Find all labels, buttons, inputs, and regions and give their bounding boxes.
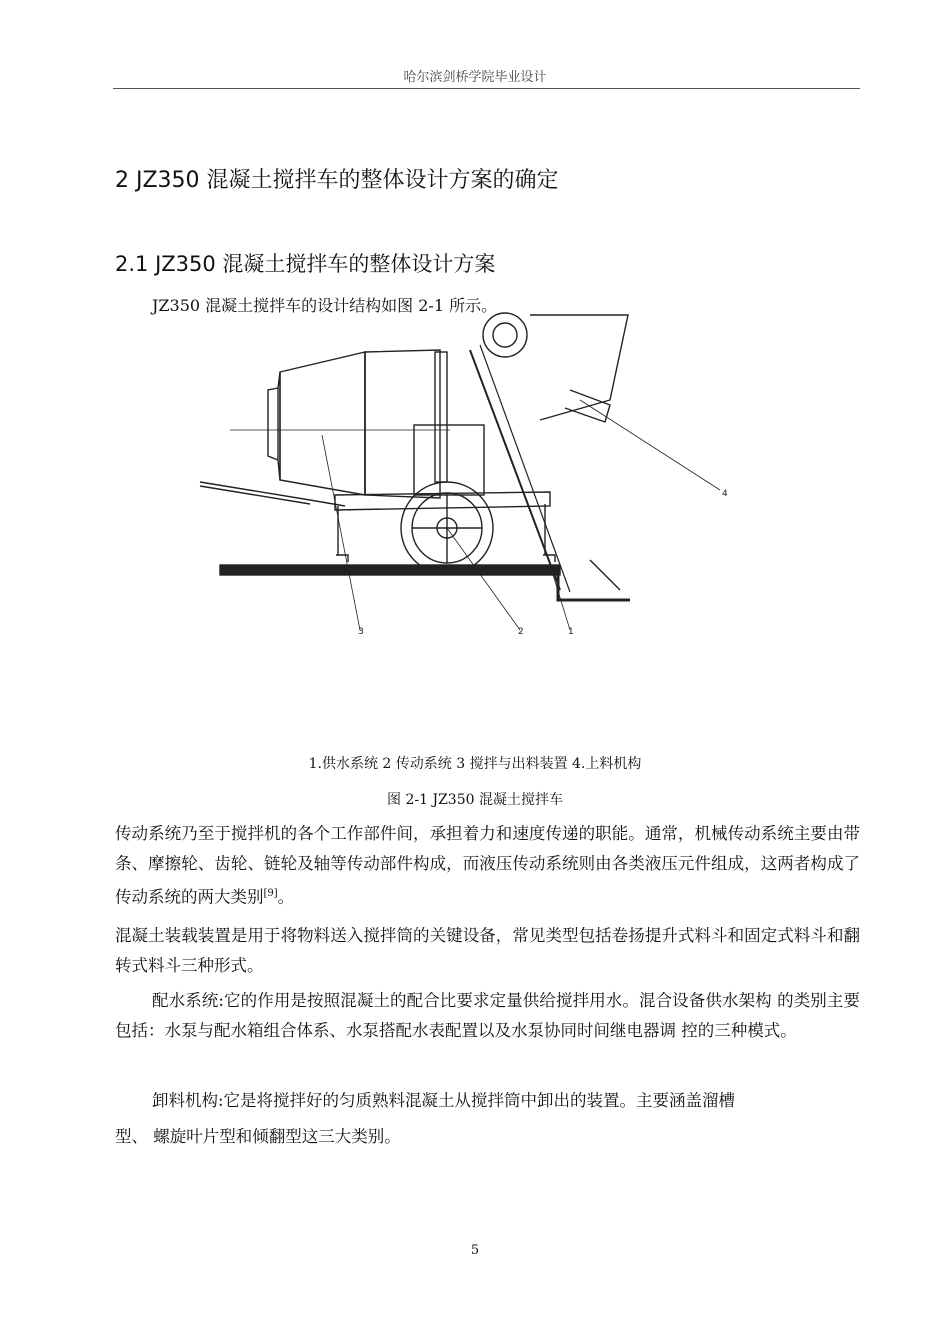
paragraph-text: 传动系统乃至于搅拌机的各个工作部件间，承担着力和速度传递的职能。通常，机械传动系统主要由带条、摩擦轮、齿轮、链轮及轴等传动部件构成，而液压传动系统则由各类液压元件组成，这两者构成了传动系统的两大类别 — [115, 824, 860, 907]
figure-legend: 1.供水系统 2 传动系统 3 搅拌与出料装置 4.上料机构 — [308, 756, 642, 772]
page-number: 5 — [470, 1243, 480, 1258]
citation-ref: [9] — [263, 888, 278, 899]
ground-line — [220, 565, 560, 575]
callout-1: 1 — [568, 627, 574, 637]
callout-3: 3 — [358, 627, 364, 637]
callout-2: 2 — [518, 627, 524, 637]
paragraph-loading: 混凝土装载装置是用于将物料送入搅拌筒的关键设备，常见类型包括卷扬提升式料斗和固定式料斗和翻转式料斗三种形式。 — [115, 926, 860, 975]
paragraph-discharge-line1: 卸料机构:它是将搅拌好的匀质熟料混凝土从搅拌筒中卸出的装置。主要涵盖溜槽 — [152, 1091, 736, 1110]
gearbox — [414, 425, 484, 495]
header-rule — [113, 88, 860, 89]
callout-4: 4 — [722, 489, 728, 499]
section-title: 2.1 JZ350 混凝土搅拌车的整体设计方案 — [115, 252, 496, 276]
paragraph-transmission — [115, 819, 860, 913]
mixer-truck-figure — [150, 310, 750, 640]
mixer-drum — [280, 352, 365, 495]
paragraph-end: 。 — [277, 887, 295, 907]
intro-sentence: JZ350 混凝土搅拌车的设计结构如图 2-1 所示。 — [152, 296, 498, 315]
chapter-title: 2 JZ350 混凝土搅拌车的整体设计方案的确定 — [115, 168, 559, 193]
figure-caption: 图 2-1 JZ350 混凝土搅拌车 — [387, 792, 563, 808]
paragraph-water-supply: 配水系统:它的作用是按照混凝土的配合比要求定量供给搅拌用水。混合设备供水架构 的类别主要包括：水泵与配水箱组合体系、水泵搭配水表配置以及水泵协同时间继电器调 控的三种模式。 — [115, 991, 860, 1040]
drum-mouth — [278, 372, 280, 480]
page-header: 哈尔滨剑桥学院毕业设计 — [403, 70, 547, 85]
paragraph-discharge-line2: 型、 螺旋叶片型和倾翻型这三大类别。 — [115, 1127, 401, 1146]
